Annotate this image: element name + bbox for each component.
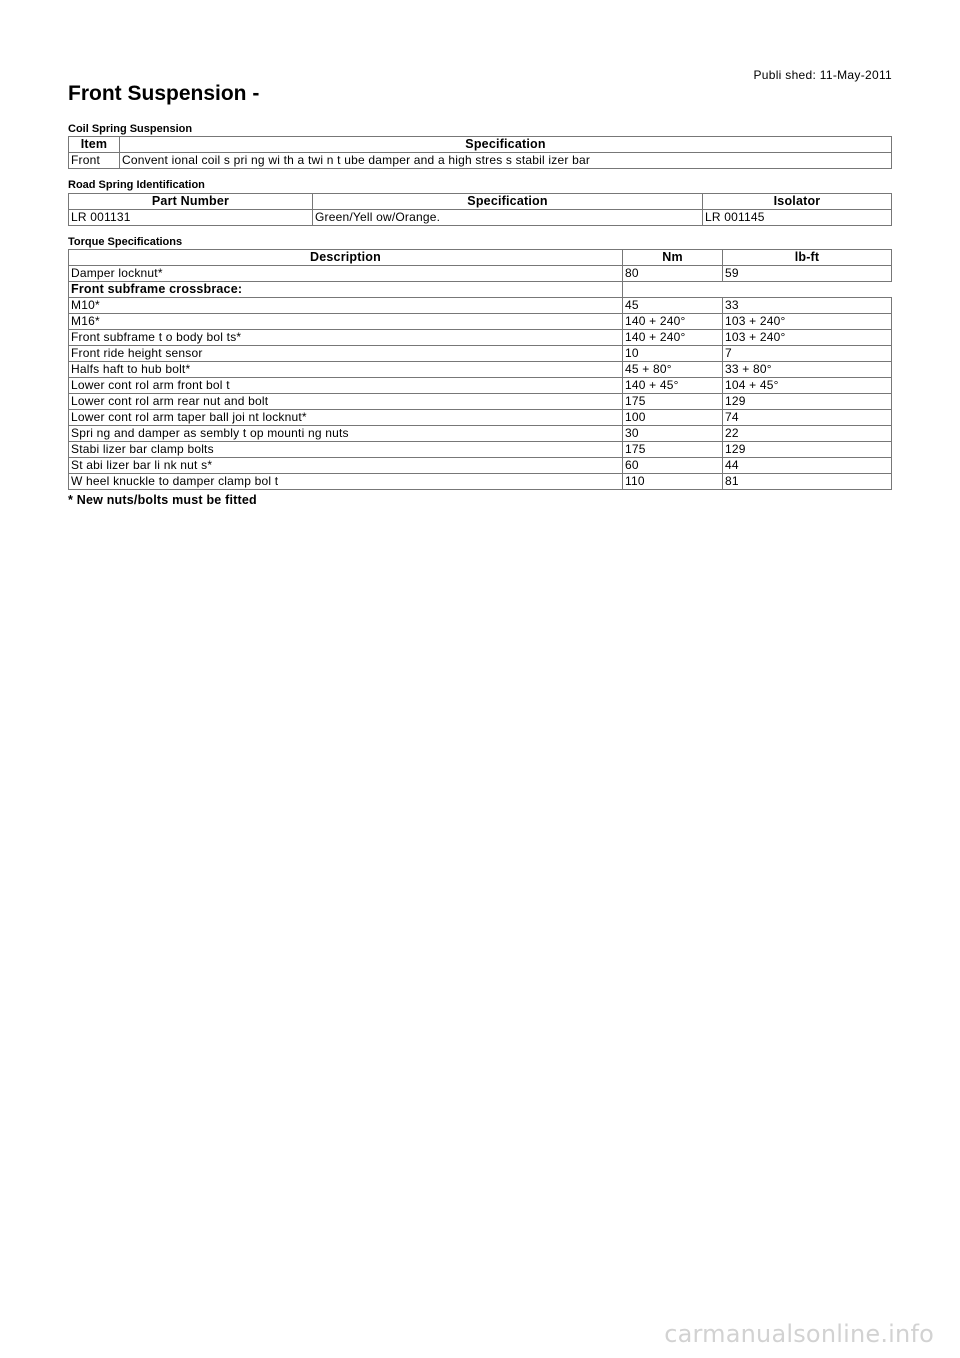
table-subheading-row [69, 282, 892, 298]
cell-description: Front subframe t o body bol ts* [69, 330, 623, 346]
cell-subheading: Front subframe crossbrace: [69, 282, 623, 298]
cell-description: Halfs haft to hub bolt* [69, 362, 623, 378]
column-header-specification: Specification [313, 194, 703, 210]
cell-lb-ft: 74 [723, 410, 892, 426]
table-row [69, 426, 892, 442]
road-spring-section-title: Road Spring Identification [68, 179, 205, 191]
cell-lb-ft: 103 + 240° [723, 330, 892, 346]
cell-description: Spri ng and damper as sembly t op mounti ng nuts [69, 426, 623, 442]
cell-nm: 60 [623, 458, 723, 474]
cell-nm: 45 + 80° [623, 362, 723, 378]
cell-nm: 140 + 240° [623, 314, 723, 330]
cell-specification: Green/Yell ow/Orange. [313, 210, 703, 226]
table-header-row [69, 137, 892, 153]
cell-lb-ft: 7 [723, 346, 892, 362]
torque-section-title: Torque Specifications [68, 236, 183, 248]
coil-spring-table [68, 136, 892, 169]
column-header-nm: Nm [623, 250, 723, 266]
column-header-specification: Specification [120, 137, 892, 153]
table-row [69, 458, 892, 474]
cell-lb-ft: 129 [723, 442, 892, 458]
cell-item: Front [69, 153, 120, 169]
road-spring-table [68, 193, 892, 226]
cell-description: M10* [69, 298, 623, 314]
cell-lb-ft: 33 + 80° [723, 362, 892, 378]
cell-nm: 175 [623, 442, 723, 458]
cell-specification: Convent ional coil s pri ng wi th a twi n t ube damper and a high stres s stabil izer bar [120, 153, 892, 169]
table-row [69, 298, 892, 314]
table-row [69, 346, 892, 362]
column-header-item: Item [69, 137, 120, 153]
cell-lb-ft: 59 [723, 266, 892, 282]
table-row [69, 410, 892, 426]
cell-description: Damper locknut* [69, 266, 623, 282]
table-row [69, 378, 892, 394]
table-row [69, 153, 892, 169]
cell-lb-ft: 104 + 45° [723, 378, 892, 394]
table-row [69, 442, 892, 458]
cell-part-number: LR 001131 [69, 210, 313, 226]
cell-description: Stabi lizer bar clamp bolts [69, 442, 623, 458]
published-date: Publi shed: 11-May-2011 [753, 68, 892, 82]
cell-description: W heel knuckle to damper clamp bol t [69, 474, 623, 490]
cell-description: Front ride height sensor [69, 346, 623, 362]
torque-table [68, 249, 892, 490]
cell-nm: 140 + 240° [623, 330, 723, 346]
table-row [69, 266, 892, 282]
cell-lb-ft: 103 + 240° [723, 314, 892, 330]
cell-description: Lower cont rol arm front bol t [69, 378, 623, 394]
column-header-description: Description [69, 250, 623, 266]
cell-isolator: LR 001145 [703, 210, 892, 226]
cell-nm: 45 [623, 298, 723, 314]
cell-description: Lower cont rol arm taper ball joi nt locknut* [69, 410, 623, 426]
cell-lb-ft: 81 [723, 474, 892, 490]
cell-nm: 80 [623, 266, 723, 282]
cell-lb-ft: 33 [723, 298, 892, 314]
cell-nm: 100 [623, 410, 723, 426]
cell-nm: 10 [623, 346, 723, 362]
table-header-row [69, 250, 892, 266]
cell-lb-ft: 129 [723, 394, 892, 410]
coil-spring-section-title: Coil Spring Suspension [68, 123, 193, 135]
cell-lb-ft: 22 [723, 426, 892, 442]
torque-footnote: * New nuts/bolts must be fitted [68, 493, 257, 507]
table-row [69, 394, 892, 410]
cell-nm: 175 [623, 394, 723, 410]
column-header-part-number: Part Number [69, 194, 313, 210]
column-header-lb-ft: lb-ft [723, 250, 892, 266]
cell-nm: 30 [623, 426, 723, 442]
cell-lb-ft: 44 [723, 458, 892, 474]
table-row [69, 314, 892, 330]
table-header-row [69, 194, 892, 210]
cell-nm: 110 [623, 474, 723, 490]
watermark: carmanualsonline.info [664, 1320, 934, 1348]
column-header-isolator: Isolator [703, 194, 892, 210]
table-row [69, 362, 892, 378]
cell-description: St abi lizer bar li nk nut s* [69, 458, 623, 474]
cell-description: M16* [69, 314, 623, 330]
cell-nm: 140 + 45° [623, 378, 723, 394]
cell-empty [623, 282, 892, 298]
table-row [69, 474, 892, 490]
table-row [69, 210, 892, 226]
cell-description: Lower cont rol arm rear nut and bolt [69, 394, 623, 410]
page-title: Front Suspension - [68, 82, 260, 105]
table-row [69, 330, 892, 346]
